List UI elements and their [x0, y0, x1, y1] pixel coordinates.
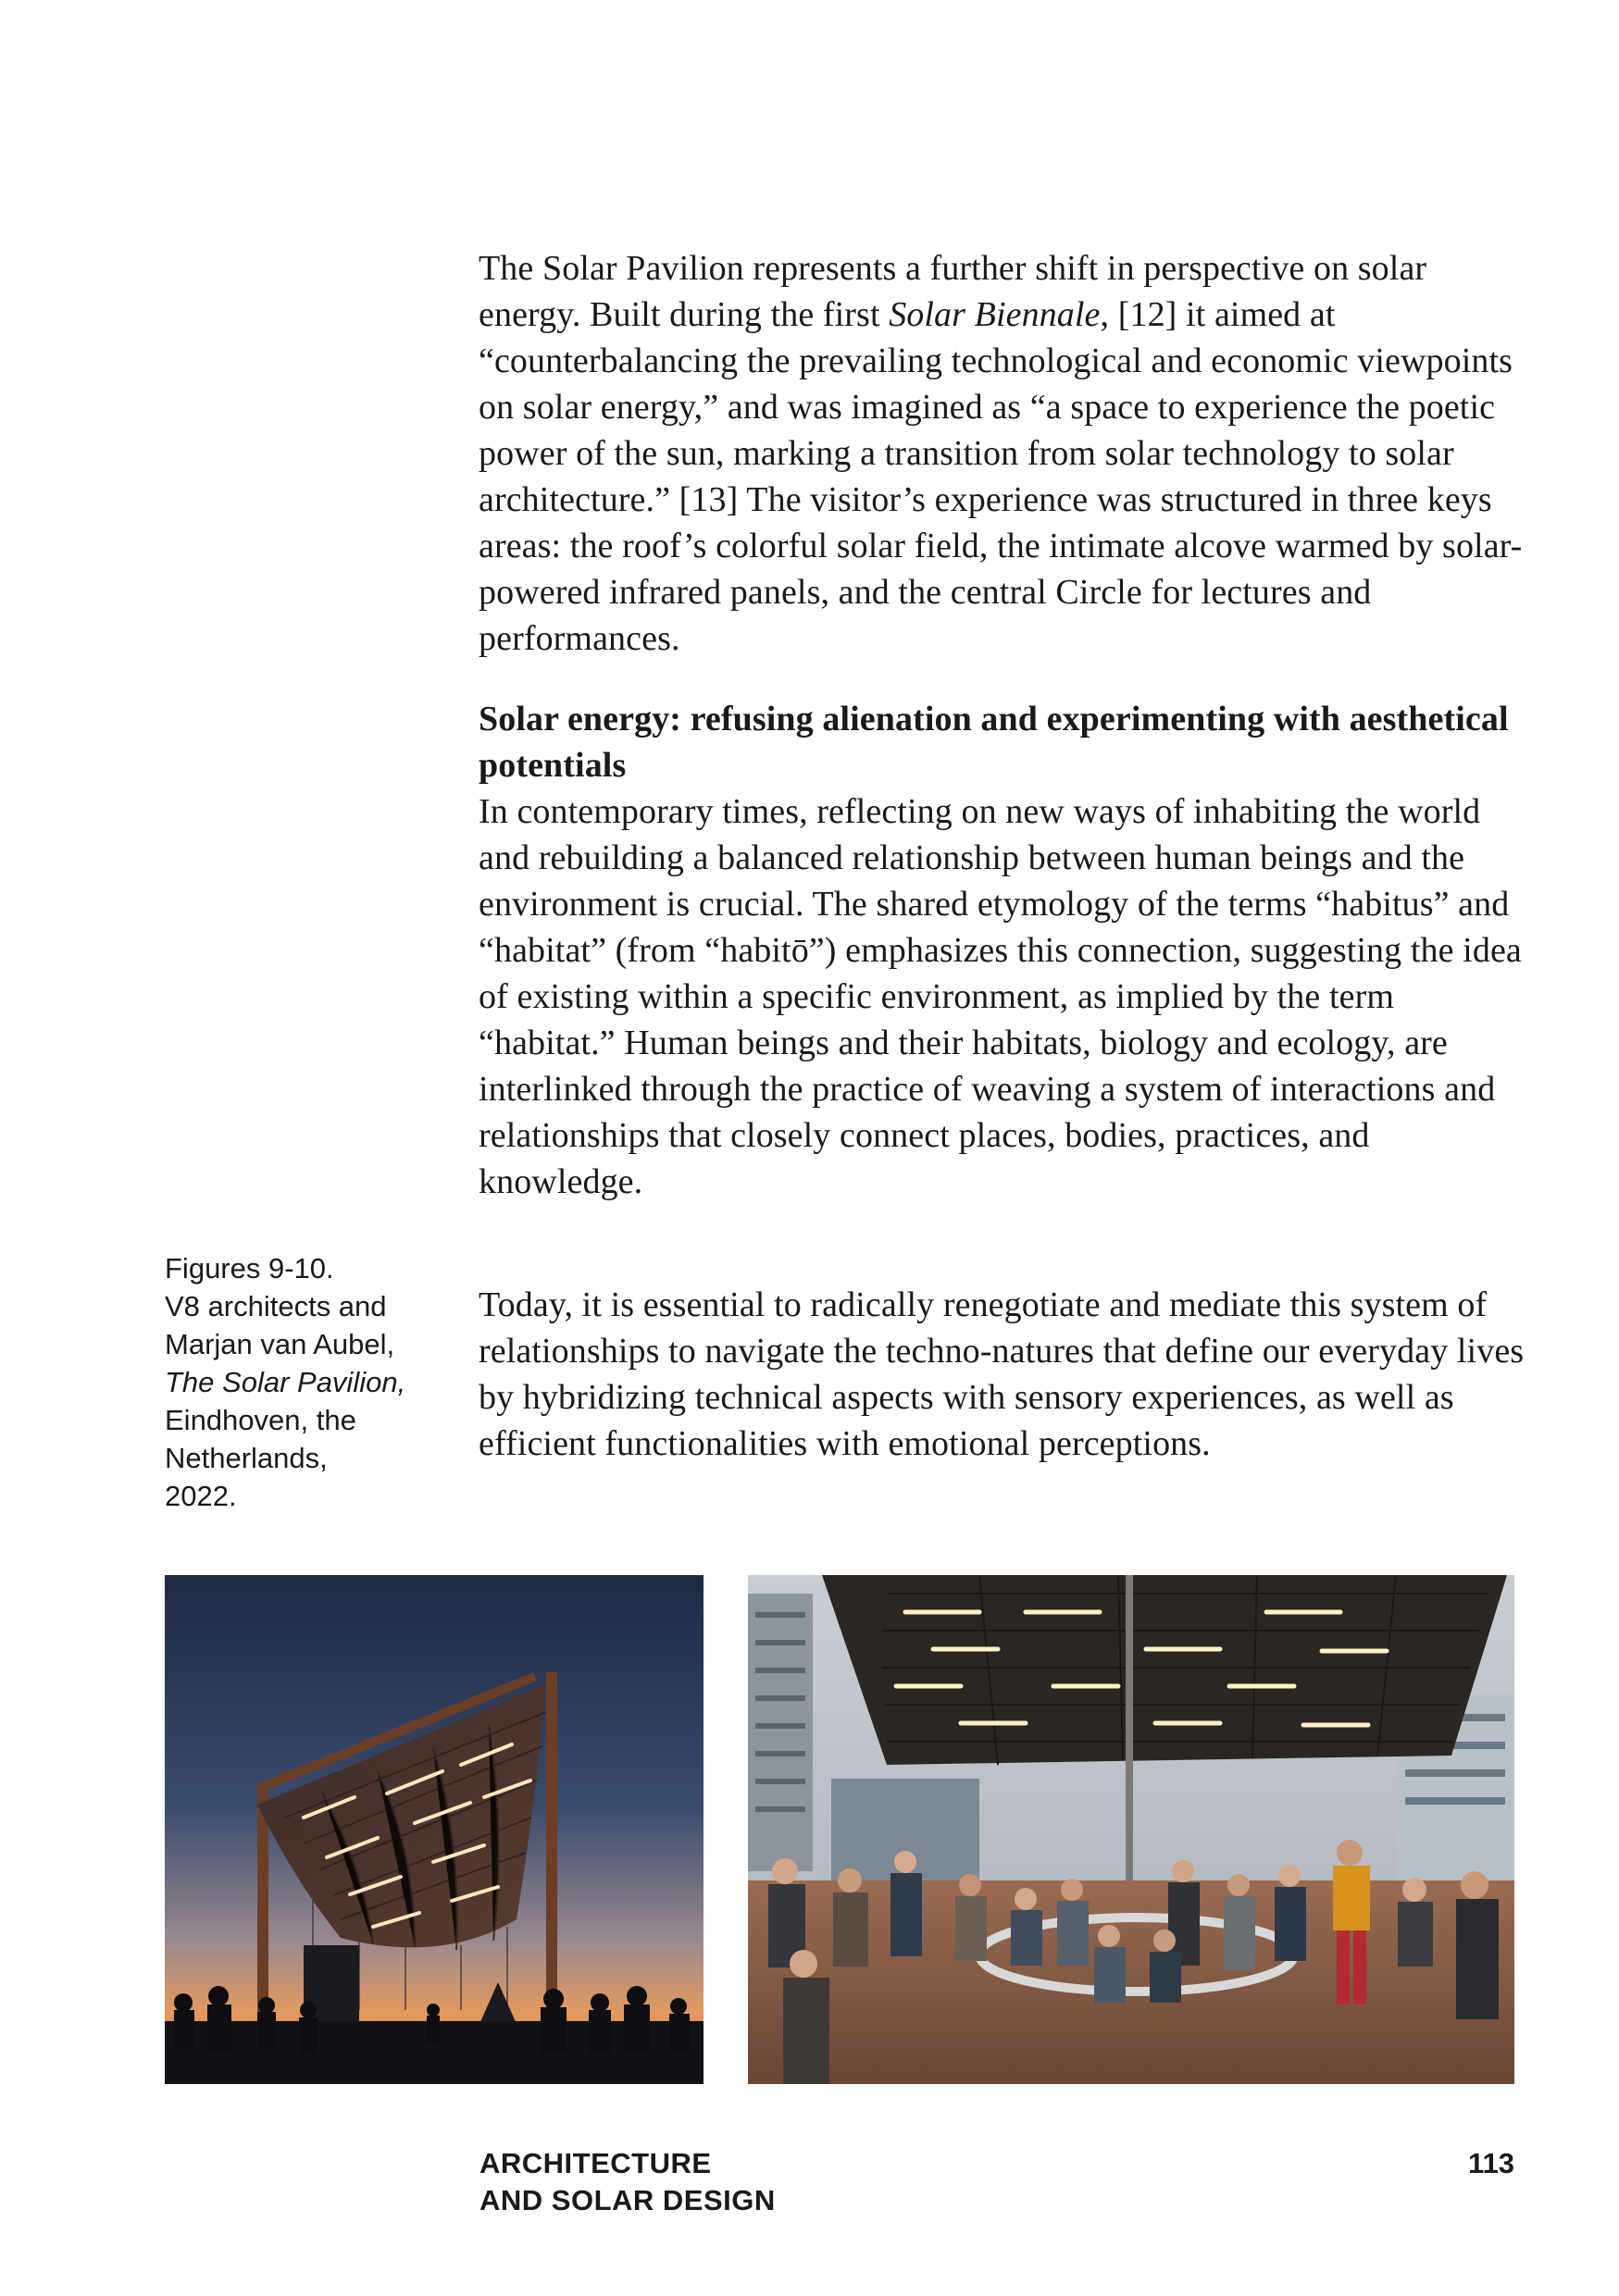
running-footer-title [479, 2145, 776, 2219]
caption-line: V8 architects and [165, 1290, 387, 1322]
caption-line: Eindhoven, the [165, 1404, 356, 1436]
footer-title-line: AND SOLAR DESIGN [479, 2184, 776, 2216]
caption-line: Figures 9-10. [165, 1252, 334, 1285]
paragraph-text: , [12] it aimed at “counterbalancing the prevailing technological and economic viewpoints on solar energy,” and was imagined as “a space to experience the poetic power of the sun, marking a transition from solar technology to solar architecture.” [13] The visitor’s experience was structured in three keys areas: the roof’s colorful solar field, the intimate alcove warmed by solar-powered infrared panels, and the central Circle for lectures and performances. [479, 295, 1523, 658]
dusk-photo-illustration [165, 1575, 704, 2084]
paragraph-habitat: In contemporary times, reflecting on new ways of inhabiting the world and rebuilding a balanced relationship between human beings and the environment is crucial. The shared etymology of the terms “habitus” and “habitat” (from “habitō”) emphasizes this connection, suggesting the idea of existing within a specific environment, as implied by the term “habitat.” Human beings and their habitats, biology and ecology, are interlinked through the practice of weaving a system of interactions and relationships that closely connect places, bodies, practices, and knowledge. [479, 792, 1522, 1201]
caption-line: Netherlands, [165, 1442, 328, 1474]
italic-title-solar-biennale: Solar Biennale [889, 295, 1101, 334]
page-number: 113 [1467, 2147, 1514, 2179]
caption-line: Marjan van Aubel, [165, 1328, 395, 1360]
figure-9-pavilion-dusk-photo [165, 1575, 704, 2084]
figure-caption [165, 1249, 442, 1515]
crowd-photo-illustration [748, 1575, 1514, 2084]
section-heading: Solar energy: refusing alienation and experimenting with aesthetical potentials [479, 700, 1509, 785]
caption-line: 2022. [165, 1480, 237, 1512]
footer-title-line: ARCHITECTURE [479, 2147, 712, 2179]
caption-work-title: The Solar Pavilion, [165, 1366, 406, 1398]
paragraph-solar-pavilion [479, 245, 1534, 662]
paragraph-today: Today, it is essential to radically renegotiate and mediate this system of relationships to navigate the techno-natures that define our everyday lives by hybridizing technical aspects with sensory experiences, as well as efficient functionalities with emotional perceptions. [479, 1285, 1525, 1463]
figure-10-pavilion-crowd-photo [748, 1575, 1514, 2084]
paragraph-text: The Solar Pavilion represents a further shift in perspective on solar energy. Built during the first [479, 249, 1427, 334]
